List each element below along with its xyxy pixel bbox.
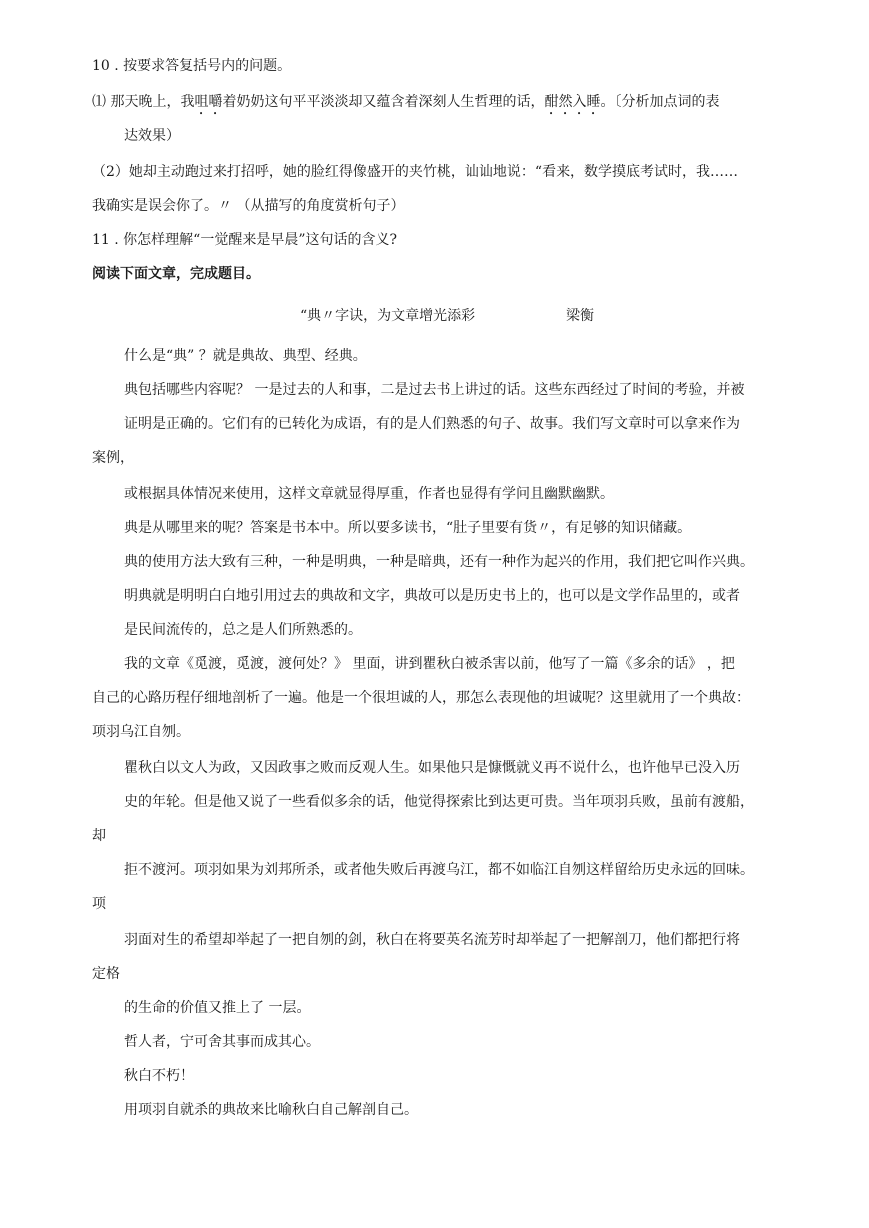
article-line: 羽面对生的希望却举起了一把自刎的剑，秋白在将要英名流芳时却举起了一把解剖刀，他们都把行将: [124, 932, 740, 948]
article-line: 史的年轮。但是他又说了一些看似多余的话，他觉得探索比到达更可贵。当年项羽兵败，虽前有渡船，: [124, 794, 754, 810]
q10-part1-text-b: 着奶奶这句平平淡淡却又蕴含着深刻人生哲理的话，: [222, 94, 545, 110]
article-line: 典的使用方法大致有三种，一种是明典，一种是暗典，还有一种作为起兴的作用，我们把它叫作兴典。: [124, 554, 754, 570]
article-line: 典包括哪些内容呢？ 一是过去的人和事，二是过去书上讲过的话。这些东西经过了时间的考验，并被: [124, 382, 745, 398]
article-line: 或根据具体情况来使用，这样文章就显得厚重，作者也显得有学问且幽默幽默。: [124, 486, 614, 502]
reading-instruction: 阅读下面文章，完成题目。: [92, 266, 260, 282]
article-line: 自己的心路历程仔细地剖析了一遍。他是一个很坦诚的人，那怎么表现他的坦诚呢？这里就用了一个典故：: [92, 690, 750, 706]
q10-part1-line2: 达效果）: [124, 128, 180, 144]
article-line: 典是从哪里来的呢？答案是书本中。所以要多读书，“肚子里要有货〃，有足够的知识储藏。: [124, 520, 692, 536]
article-line: 定格: [92, 966, 120, 982]
q10-part1-number: ⑴: [92, 94, 106, 110]
dotted-word-2: 酣然入睡: [544, 94, 601, 110]
article-line: 拒不渡河。项羽如果为刘邦所杀，或者他失败后再渡乌江，都不如临江自刎这样留给历史永远的回味。: [124, 862, 754, 878]
q10-heading: 10 . 按要求答复括号内的问题。: [92, 58, 292, 74]
q10-part2-line1: （2）她却主动跑过来打招呼，她的脸红得像盛开的夹竹桃，讪讪地说：“看来，数学摸底考试时，我……: [92, 164, 739, 180]
article-line: 用项羽自就杀的典故来比喻秋白自己解剖自己。: [124, 1102, 418, 1118]
q10-part1-line1: [92, 92, 719, 118]
article-author: 梁衡: [566, 308, 594, 324]
article-line: 却: [92, 828, 106, 844]
article-line: 证明是正确的。它们有的已转化为成语，有的是人们熟悉的句子、故事。我们写文章时可以拿来作为: [124, 416, 740, 432]
article-line: 项羽乌江自刎。: [92, 724, 190, 740]
article-line: 项: [92, 896, 106, 912]
article-line: 明典就是明明白白地引用过去的典故和文字，典故可以是历史书上的，也可以是文学作品里的，或者: [124, 588, 740, 604]
article-line: 哲人者，宁可舍其事而成其心。: [124, 1034, 320, 1050]
article-line: 什么是“典” ？就是典故、典型、经典。: [124, 348, 367, 364]
article-line: 案例，: [92, 450, 134, 466]
article-line: 的生命的价值又推上了 一层。: [124, 1000, 311, 1016]
article-line: 是民间流传的，总之是人们所熟悉的。: [124, 622, 362, 638]
article-line: 瞿秋白以文人为政，又因政事之败而反观人生。如果他只是慷慨就义再不说什么，也许他早已没入历: [124, 760, 740, 776]
q10-part2-line2: 我确实是误会你了。〃 （从描写的角度赏析句子）: [92, 198, 405, 214]
article-line: 秋白不朽！: [124, 1068, 194, 1084]
q11-heading: 11 . 你怎样理解“一觉醒来是早晨”这句话的含义?: [92, 232, 397, 248]
article-title: “典〃字诀，为文章增光添彩: [300, 308, 476, 324]
article-line: 我的文章《觅渡，觅渡，渡何处？》 里面，讲到瞿秋白被杀害以前，他写了一篇《多余的话》 ，把: [124, 656, 735, 672]
q10-part1-text-a: 那天晚上，我: [106, 94, 195, 110]
q10-part1-text-c: 。〔分析加点词的表: [600, 94, 720, 110]
dotted-word-1: 咀嚼: [194, 94, 223, 110]
